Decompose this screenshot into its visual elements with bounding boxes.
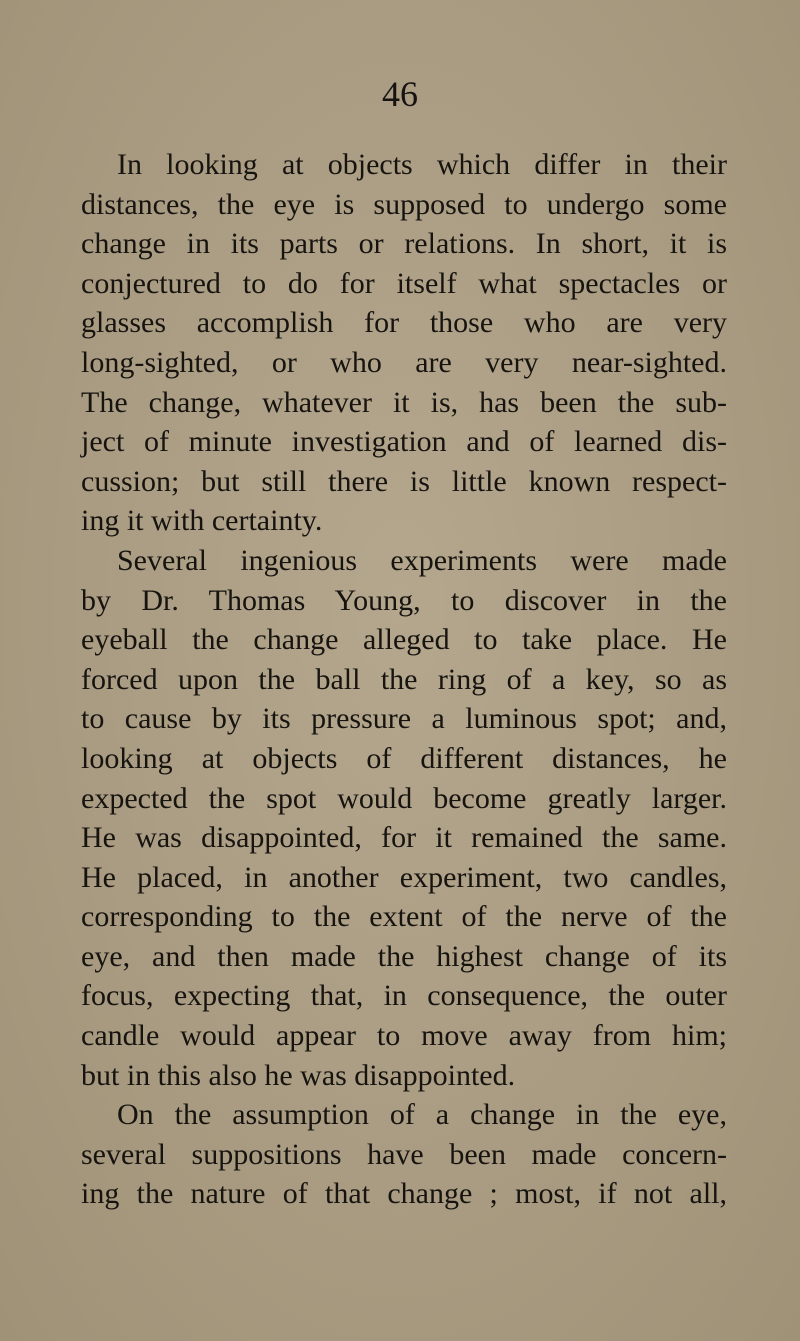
text-line: cussion; but still there is little known respect- xyxy=(81,464,727,498)
text-line: change in its parts or relations. In short, it is xyxy=(81,227,727,261)
page-number: 46 xyxy=(382,74,418,114)
text-line: candle would appear to move away from him; xyxy=(81,1019,727,1053)
body-text xyxy=(81,145,727,1214)
text-line: focus, expecting that, in consequence, the outer xyxy=(81,979,727,1013)
paragraph-3 xyxy=(81,1095,727,1214)
text-line: ing the nature of that change ; most, if not all, xyxy=(81,1177,727,1211)
text-line: glasses accomplish for those who are very xyxy=(81,306,727,340)
text-line: expected the spot would become greatly larger. xyxy=(81,781,727,815)
text-line: He was disappointed, for it remained the same. xyxy=(81,821,727,855)
text-line: eye, and then made the highest change of its xyxy=(81,939,727,973)
text-line: corresponding to the extent of the nerve of the xyxy=(81,900,727,934)
text-line: conjectured to do for itself what spectacles or xyxy=(81,266,727,300)
text-line: ing it with certainty. xyxy=(81,504,323,538)
text-line: On the assumption of a change in the eye, xyxy=(117,1098,727,1132)
text-line: eyeball the change alleged to take place. He xyxy=(81,623,727,657)
text-line: forced upon the ball the ring of a key, so as xyxy=(81,662,727,696)
text-line: but in this also he was disappointed. xyxy=(81,1058,516,1092)
text-line: distances, the eye is supposed to undergo some xyxy=(81,187,727,221)
text-line: to cause by its pressure a luminous spot; and, xyxy=(81,702,727,736)
text-line: ject of minute investigation and of learned dis- xyxy=(81,425,727,459)
text-line: long-sighted, or who are very near-sighted. xyxy=(81,345,727,379)
paragraph-1 xyxy=(81,145,727,541)
text-line: Several ingenious experiments were made xyxy=(117,543,727,577)
paragraph-2 xyxy=(81,541,727,1095)
text-line: In looking at objects which differ in their xyxy=(117,148,727,181)
text-line: looking at objects of different distances, he xyxy=(81,741,727,775)
text-line: by Dr. Thomas Young, to discover in the xyxy=(81,583,727,617)
text-line: The change, whatever it is, has been the sub- xyxy=(81,385,727,419)
text-line: He placed, in another experiment, two candles, xyxy=(81,860,727,894)
text-line: several suppositions have been made concern- xyxy=(81,1137,727,1171)
